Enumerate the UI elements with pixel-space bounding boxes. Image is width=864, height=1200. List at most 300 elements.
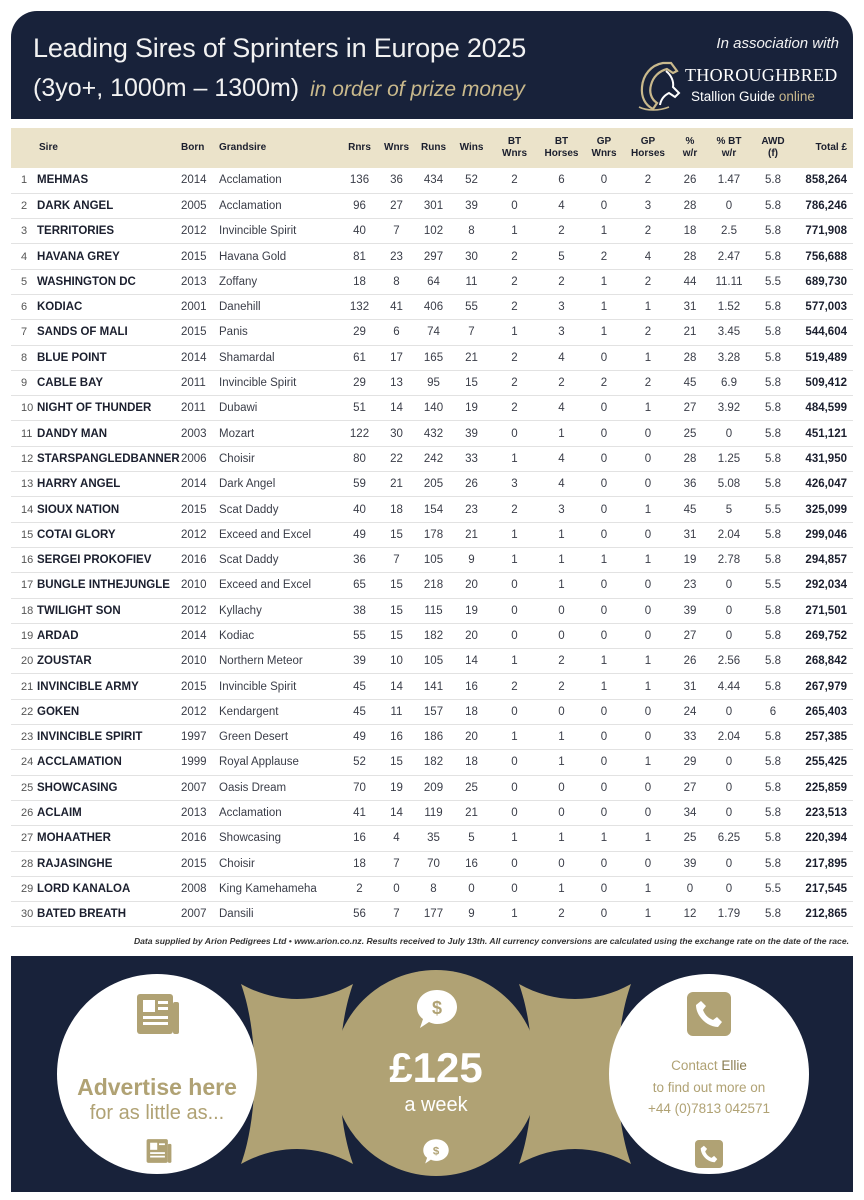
- cell-rnrs: 56: [341, 902, 378, 927]
- cell-awd: 5.8: [751, 294, 795, 319]
- cell-rnrs: 18: [341, 269, 378, 294]
- table-row: [11, 294, 853, 319]
- cell-wins: 16: [452, 851, 491, 876]
- cell-grandsire: Zoffany: [217, 269, 341, 294]
- table-row: [11, 497, 853, 522]
- cell-total: 217,895: [795, 851, 853, 876]
- cell-gp-horses: 1: [623, 902, 673, 927]
- cell-born: 2010: [181, 649, 217, 674]
- cell-wnrs: 15: [378, 623, 415, 648]
- contact-name: Ellie: [721, 1058, 747, 1073]
- cell-rank: 9: [11, 370, 37, 395]
- contact-info-line: to find out more on: [652, 1080, 766, 1095]
- cell-rank: 19: [11, 623, 37, 648]
- cell-wins: 5: [452, 826, 491, 851]
- table-row: [11, 598, 853, 623]
- cell-wnrs: 30: [378, 421, 415, 446]
- cell-gp-horses: 0: [623, 446, 673, 471]
- cell-total: 294,857: [795, 547, 853, 572]
- column-header-pct-wr: % w/r: [682, 136, 698, 159]
- cell-awd: 5.8: [751, 320, 795, 345]
- cell-grandsire: Panis: [217, 320, 341, 345]
- cell-gp-wnrs: 1: [585, 547, 623, 572]
- cell-total: 271,501: [795, 598, 853, 623]
- cell-rank: 25: [11, 775, 37, 800]
- table-row: [11, 674, 853, 699]
- cell-rank: 27: [11, 826, 37, 851]
- cell-grandsire: Exceed and Excel: [217, 522, 341, 547]
- cell-gp-wnrs: 2: [585, 244, 623, 269]
- cell-awd: 5.8: [751, 219, 795, 244]
- cell-awd: 5.8: [751, 396, 795, 421]
- cell-runs: 119: [415, 800, 452, 825]
- cell-born: 2015: [181, 851, 217, 876]
- cell-sire: LORD KANALOA: [37, 876, 181, 901]
- cell-rnrs: 122: [341, 421, 378, 446]
- cell-bt-horses: 2: [538, 269, 585, 294]
- horse-head-logo-icon: [633, 59, 685, 113]
- cell-pct-bt-wr: 0: [707, 699, 751, 724]
- cell-pct-wr: 28: [673, 193, 707, 218]
- cell-grandsire: Kyllachy: [217, 598, 341, 623]
- cell-wnrs: 15: [378, 573, 415, 598]
- cell-wnrs: 11: [378, 699, 415, 724]
- column-header-awd: AWD (f): [761, 136, 785, 159]
- cell-wins: 16: [452, 674, 491, 699]
- cell-rnrs: 38: [341, 598, 378, 623]
- cell-bt-horses: 4: [538, 396, 585, 421]
- cell-sire: RAJASINGHE: [37, 851, 181, 876]
- cell-pct-wr: 31: [673, 522, 707, 547]
- cell-rnrs: 81: [341, 244, 378, 269]
- cell-sire: STARSPANGLEDBANNER: [37, 446, 181, 471]
- cell-total: 265,403: [795, 699, 853, 724]
- cell-total: 689,730: [795, 269, 853, 294]
- cell-wnrs: 14: [378, 800, 415, 825]
- cell-bt-wnrs: 0: [491, 750, 538, 775]
- cell-pct-bt-wr: 3.45: [707, 320, 751, 345]
- cell-runs: 209: [415, 775, 452, 800]
- cell-born: 1997: [181, 725, 217, 750]
- cell-wins: 21: [452, 345, 491, 370]
- cell-rank: 8: [11, 345, 37, 370]
- cell-awd: 5.8: [751, 193, 795, 218]
- cell-bt-wnrs: 2: [491, 168, 538, 193]
- cell-gp-wnrs: 0: [585, 775, 623, 800]
- cell-pct-bt-wr: 5: [707, 497, 751, 522]
- cell-total: 858,264: [795, 168, 853, 193]
- cell-grandsire: Acclamation: [217, 800, 341, 825]
- cell-bt-horses: 5: [538, 244, 585, 269]
- cell-awd: 5.8: [751, 775, 795, 800]
- cell-sire: HAVANA GREY: [37, 244, 181, 269]
- cell-awd: 5.8: [751, 851, 795, 876]
- data-source-footnote: Data supplied by Arion Pedigrees Ltd • www.arion.co.nz. Results received to July 13th. All currency conversions are calculated using the exchange rate on the date of the race.: [133, 936, 849, 946]
- cell-gp-wnrs: 0: [585, 800, 623, 825]
- cell-pct-bt-wr: 6.25: [707, 826, 751, 851]
- cell-total: 257,385: [795, 725, 853, 750]
- column-header-gp-horses: GP Horses: [631, 136, 665, 159]
- cell-runs: 178: [415, 522, 452, 547]
- cell-bt-wnrs: 2: [491, 269, 538, 294]
- cell-total: 786,246: [795, 193, 853, 218]
- cell-gp-wnrs: 0: [585, 598, 623, 623]
- column-header-total: Total £: [815, 142, 847, 153]
- cell-gp-wnrs: 0: [585, 573, 623, 598]
- contact-phone[interactable]: +44 (0)7813 042571: [648, 1101, 770, 1116]
- cell-gp-wnrs: 1: [585, 649, 623, 674]
- cell-pct-bt-wr: 2.5: [707, 219, 751, 244]
- cell-rnrs: 18: [341, 851, 378, 876]
- cell-rank: 7: [11, 320, 37, 345]
- brand-sub: Stallion Guide: [691, 89, 776, 104]
- table-row: [11, 244, 853, 269]
- cell-pct-wr: 28: [673, 244, 707, 269]
- table-row: [11, 699, 853, 724]
- table-row: [11, 472, 853, 497]
- cell-gp-wnrs: 1: [585, 320, 623, 345]
- column-header-grandsire: Grandsire: [219, 142, 267, 153]
- cell-gp-horses: 1: [623, 674, 673, 699]
- table-row: [11, 168, 853, 193]
- cell-gp-horses: 1: [623, 497, 673, 522]
- cell-wnrs: 15: [378, 522, 415, 547]
- cell-gp-horses: 2: [623, 219, 673, 244]
- cell-born: 2012: [181, 522, 217, 547]
- cell-wnrs: 23: [378, 244, 415, 269]
- cell-bt-wnrs: 2: [491, 674, 538, 699]
- cell-rnrs: 70: [341, 775, 378, 800]
- cell-runs: 105: [415, 649, 452, 674]
- sires-table: [11, 128, 853, 927]
- cell-awd: 5.8: [751, 370, 795, 395]
- cell-awd: 5.8: [751, 598, 795, 623]
- cell-wins: 18: [452, 699, 491, 724]
- cell-awd: 5.8: [751, 472, 795, 497]
- cell-bt-wnrs: 0: [491, 876, 538, 901]
- cell-rank: 3: [11, 219, 37, 244]
- cell-bt-wnrs: 2: [491, 345, 538, 370]
- cell-bt-wnrs: 2: [491, 370, 538, 395]
- cell-gp-wnrs: 1: [585, 826, 623, 851]
- cell-pct-wr: 33: [673, 725, 707, 750]
- advertise-heading: Advertise here: [77, 1074, 237, 1100]
- cell-grandsire: Shamardal: [217, 345, 341, 370]
- cell-wins: 15: [452, 370, 491, 395]
- cell-awd: 5.8: [751, 547, 795, 572]
- cell-gp-wnrs: 0: [585, 345, 623, 370]
- table-row: [11, 193, 853, 218]
- table-row: [11, 775, 853, 800]
- cell-grandsire: Scat Daddy: [217, 547, 341, 572]
- cell-bt-horses: 0: [538, 699, 585, 724]
- cell-gp-wnrs: 0: [585, 522, 623, 547]
- cell-grandsire: Acclamation: [217, 168, 341, 193]
- cell-pct-wr: 45: [673, 497, 707, 522]
- cell-gp-wnrs: 0: [585, 902, 623, 927]
- cell-bt-horses: 2: [538, 370, 585, 395]
- cell-pct-wr: 27: [673, 775, 707, 800]
- cell-rnrs: 52: [341, 750, 378, 775]
- cell-rnrs: 40: [341, 219, 378, 244]
- table-row: [11, 800, 853, 825]
- cell-rank: 23: [11, 725, 37, 750]
- cell-wins: 0: [452, 876, 491, 901]
- cell-pct-bt-wr: 0: [707, 421, 751, 446]
- table-body: [11, 168, 853, 927]
- cell-wnrs: 18: [378, 497, 415, 522]
- column-header-rnrs: Rnrs: [348, 142, 371, 153]
- cell-pct-wr: 29: [673, 750, 707, 775]
- cell-gp-wnrs: 1: [585, 294, 623, 319]
- cell-bt-horses: 6: [538, 168, 585, 193]
- cell-rank: 6: [11, 294, 37, 319]
- cell-sire: DANDY MAN: [37, 421, 181, 446]
- cell-born: 2007: [181, 775, 217, 800]
- column-header-born: Born: [181, 142, 205, 153]
- table-row: [11, 219, 853, 244]
- cell-rnrs: 51: [341, 396, 378, 421]
- cell-rnrs: 29: [341, 370, 378, 395]
- cell-born: 2014: [181, 623, 217, 648]
- brand-name: THOROUGHBRED: [685, 65, 838, 85]
- cell-runs: 432: [415, 421, 452, 446]
- cell-wins: 14: [452, 649, 491, 674]
- cell-grandsire: Danehill: [217, 294, 341, 319]
- cell-bt-horses: 4: [538, 193, 585, 218]
- cell-wins: 21: [452, 522, 491, 547]
- cell-rnrs: 49: [341, 725, 378, 750]
- cell-born: 2015: [181, 674, 217, 699]
- cell-bt-wnrs: 3: [491, 472, 538, 497]
- cell-born: 2001: [181, 294, 217, 319]
- cell-wins: 9: [452, 547, 491, 572]
- price-circle[interactable]: [333, 970, 539, 1176]
- cell-born: 2015: [181, 320, 217, 345]
- cell-bt-horses: 3: [538, 320, 585, 345]
- cell-total: 267,979: [795, 674, 853, 699]
- cell-sire: DARK ANGEL: [37, 193, 181, 218]
- cell-wnrs: 7: [378, 219, 415, 244]
- cell-wnrs: 15: [378, 750, 415, 775]
- cell-wnrs: 22: [378, 446, 415, 471]
- cell-pct-bt-wr: 6.9: [707, 370, 751, 395]
- cell-wnrs: 7: [378, 902, 415, 927]
- cell-rnrs: 65: [341, 573, 378, 598]
- cell-rank: 28: [11, 851, 37, 876]
- cell-runs: 74: [415, 320, 452, 345]
- cell-pct-bt-wr: 2.04: [707, 522, 751, 547]
- cell-rnrs: 36: [341, 547, 378, 572]
- cell-pct-wr: 44: [673, 269, 707, 294]
- cell-gp-horses: 0: [623, 800, 673, 825]
- phone-icon: [687, 992, 731, 1036]
- cell-runs: 35: [415, 826, 452, 851]
- svg-text:$: $: [432, 1145, 440, 1158]
- contact-line: [609, 1058, 809, 1073]
- cell-total: 268,842: [795, 649, 853, 674]
- cell-grandsire: Dansili: [217, 902, 341, 927]
- cell-bt-horses: 1: [538, 547, 585, 572]
- cell-grandsire: Kodiac: [217, 623, 341, 648]
- cell-gp-wnrs: 0: [585, 623, 623, 648]
- cell-born: 2005: [181, 193, 217, 218]
- cell-bt-horses: 4: [538, 472, 585, 497]
- price-amount: £125: [389, 1044, 483, 1091]
- cell-pct-wr: 28: [673, 446, 707, 471]
- cell-rank: 30: [11, 902, 37, 927]
- cell-gp-horses: 1: [623, 396, 673, 421]
- table-row: [11, 826, 853, 851]
- cell-sire: INVINCIBLE SPIRIT: [37, 725, 181, 750]
- cell-wins: 19: [452, 598, 491, 623]
- cell-pct-wr: 27: [673, 396, 707, 421]
- cell-gp-wnrs: 2: [585, 370, 623, 395]
- cell-gp-horses: 0: [623, 598, 673, 623]
- table-row: [11, 446, 853, 471]
- column-header-bt-horses: BT Horses: [544, 136, 579, 159]
- cell-sire: BUNGLE INTHEJUNGLE: [37, 573, 181, 598]
- cell-bt-wnrs: 1: [491, 725, 538, 750]
- cell-total: 431,950: [795, 446, 853, 471]
- cell-grandsire: Dark Angel: [217, 472, 341, 497]
- cell-rank: 11: [11, 421, 37, 446]
- cell-gp-horses: 0: [623, 522, 673, 547]
- cell-pct-wr: 23: [673, 573, 707, 598]
- cell-gp-wnrs: 0: [585, 446, 623, 471]
- cell-grandsire: Acclamation: [217, 193, 341, 218]
- column-header-gp-wnrs: GP Wnrs: [591, 136, 617, 159]
- column-header-rank: [11, 128, 37, 168]
- column-header-bt-wnrs: BT Wnrs: [502, 136, 527, 159]
- cell-pct-bt-wr: 0: [707, 775, 751, 800]
- cell-rnrs: 45: [341, 674, 378, 699]
- cell-gp-wnrs: 0: [585, 725, 623, 750]
- cell-born: 2016: [181, 826, 217, 851]
- column-header-wins: Wins: [459, 142, 484, 153]
- subtitle-range: (3yo+, 1000m – 1300m): [33, 74, 300, 102]
- cell-bt-wnrs: 0: [491, 598, 538, 623]
- cell-runs: 406: [415, 294, 452, 319]
- cell-awd: 5.5: [751, 269, 795, 294]
- cell-gp-wnrs: 0: [585, 193, 623, 218]
- sponsor-logo[interactable]: [633, 59, 843, 113]
- cell-wins: 55: [452, 294, 491, 319]
- cell-grandsire: Invincible Spirit: [217, 674, 341, 699]
- cell-born: 2016: [181, 547, 217, 572]
- cell-runs: 115: [415, 598, 452, 623]
- cell-sire: ACCLAMATION: [37, 750, 181, 775]
- table-row: [11, 623, 853, 648]
- subtitle-accent: in order of prize money: [310, 78, 525, 101]
- cell-bt-horses: 1: [538, 750, 585, 775]
- cell-gp-horses: 1: [623, 345, 673, 370]
- cell-wins: 39: [452, 193, 491, 218]
- cell-gp-wnrs: 0: [585, 168, 623, 193]
- cell-bt-horses: 0: [538, 800, 585, 825]
- cell-grandsire: Invincible Spirit: [217, 219, 341, 244]
- cell-awd: 5.8: [751, 168, 795, 193]
- cell-bt-wnrs: 0: [491, 573, 538, 598]
- cell-gp-horses: 0: [623, 421, 673, 446]
- association-label: In association with: [716, 35, 839, 52]
- cell-total: 544,604: [795, 320, 853, 345]
- cell-bt-horses: 4: [538, 345, 585, 370]
- cell-bt-horses: 2: [538, 902, 585, 927]
- cell-grandsire: Showcasing: [217, 826, 341, 851]
- cell-rnrs: 16: [341, 826, 378, 851]
- cell-runs: 8: [415, 876, 452, 901]
- cell-awd: 5.8: [751, 902, 795, 927]
- cell-wins: 52: [452, 168, 491, 193]
- cell-pct-bt-wr: 5.08: [707, 472, 751, 497]
- cell-gp-horses: 1: [623, 876, 673, 901]
- cell-bt-wnrs: 0: [491, 800, 538, 825]
- cell-pct-wr: 34: [673, 800, 707, 825]
- cell-awd: 5.8: [751, 649, 795, 674]
- contact-circle[interactable]: [609, 974, 809, 1174]
- cell-gp-horses: 1: [623, 649, 673, 674]
- cell-wins: 9: [452, 902, 491, 927]
- money-chat-small-icon: [422, 1138, 450, 1166]
- cell-sire: HARRY ANGEL: [37, 472, 181, 497]
- advertise-circle[interactable]: [57, 974, 257, 1174]
- cell-pct-wr: 25: [673, 826, 707, 851]
- cell-runs: 105: [415, 547, 452, 572]
- cell-bt-wnrs: 0: [491, 775, 538, 800]
- cell-sire: BATED BREATH: [37, 902, 181, 927]
- cell-rnrs: 40: [341, 497, 378, 522]
- newspaper-icon: [135, 992, 181, 1036]
- cell-born: 1999: [181, 750, 217, 775]
- cell-pct-wr: 31: [673, 674, 707, 699]
- cell-gp-wnrs: 0: [585, 472, 623, 497]
- cell-rank: 20: [11, 649, 37, 674]
- price-period: a week: [404, 1094, 468, 1116]
- cell-wnrs: 13: [378, 370, 415, 395]
- cell-pct-wr: 19: [673, 547, 707, 572]
- cell-rank: 2: [11, 193, 37, 218]
- cell-wnrs: 14: [378, 396, 415, 421]
- cell-total: 484,599: [795, 396, 853, 421]
- cell-awd: 5.8: [751, 244, 795, 269]
- cell-pct-bt-wr: 0: [707, 851, 751, 876]
- cell-wnrs: 27: [378, 193, 415, 218]
- cell-rnrs: 136: [341, 168, 378, 193]
- cell-gp-horses: 1: [623, 294, 673, 319]
- cell-gp-horses: 0: [623, 699, 673, 724]
- cell-wins: 33: [452, 446, 491, 471]
- cell-awd: 5.8: [751, 800, 795, 825]
- cell-rank: 15: [11, 522, 37, 547]
- cell-bt-wnrs: 1: [491, 902, 538, 927]
- cell-born: 2003: [181, 421, 217, 446]
- cell-awd: 5.8: [751, 674, 795, 699]
- cell-gp-horses: 1: [623, 826, 673, 851]
- table-row: [11, 851, 853, 876]
- page-title: Leading Sires of Sprinters in Europe 2025: [33, 33, 527, 63]
- cell-wins: 25: [452, 775, 491, 800]
- cell-pct-wr: 45: [673, 370, 707, 395]
- cell-wnrs: 4: [378, 826, 415, 851]
- cell-total: 255,425: [795, 750, 853, 775]
- cell-rnrs: 96: [341, 193, 378, 218]
- cell-rnrs: 49: [341, 522, 378, 547]
- cell-gp-horses: 2: [623, 269, 673, 294]
- cell-pct-wr: 36: [673, 472, 707, 497]
- cell-pct-wr: 25: [673, 421, 707, 446]
- cell-born: 2014: [181, 345, 217, 370]
